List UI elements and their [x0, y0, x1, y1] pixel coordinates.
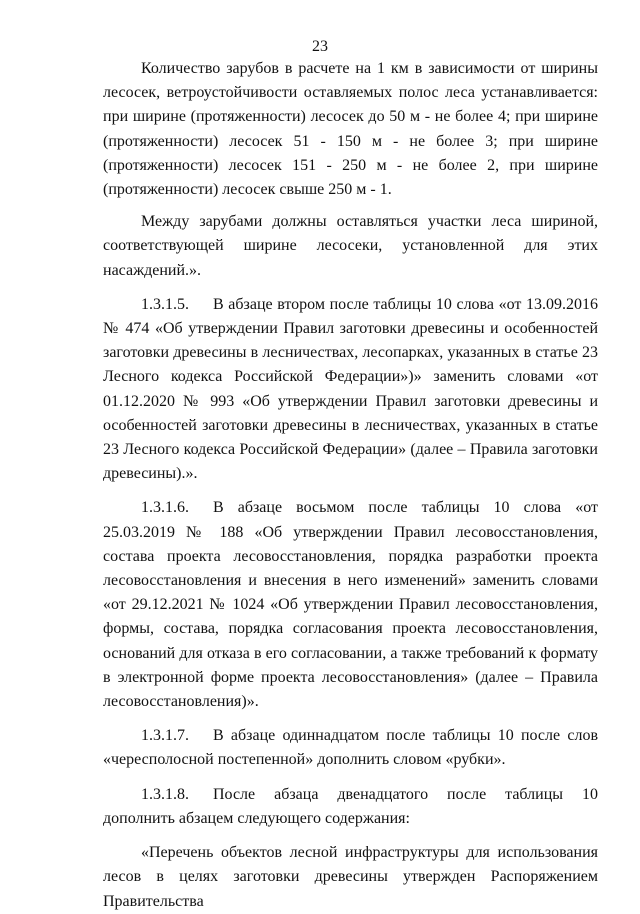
- clause-number: 1.3.1.7.: [141, 727, 189, 745]
- paragraph-text: «Перечень объектов лесной инфраструктуры для использования лесов в целях заготовки древесины утвержден Распоряжением Правительства: [103, 844, 598, 910]
- paragraph-1-3-1-8: [103, 783, 598, 831]
- paragraph-1-3-1-7: [103, 724, 598, 772]
- paragraph-text: Количество зарубов в расчете на 1 км в зависимости от ширины лесосек, ветроустойчивости оставляемых полос леса устанавливается: при ширине (протяженности) лесосек до 50 м - не более 4; при ширине (протяженности) лесосек 51 - 150 м - не более 3; при ширине (протяженности) лесосек 151 - 250 м - не более 2, при ширине (протяженности) лесосек свыше 250 м - 1.: [103, 60, 598, 199]
- clause-number: 1.3.1.8.: [141, 785, 189, 803]
- paragraph-text: Между зарубами должны оставляться участки леса шириной, соответствующей ширине лесосеки, установленной для этих насаждений.».: [103, 213, 598, 279]
- paragraph-text: После абзаца двенадцатого после таблицы 10 дополнить абзацем следующего содержания:: [103, 785, 598, 827]
- clause-number: 1.3.1.6.: [141, 499, 189, 517]
- page-number: 23: [312, 38, 328, 55]
- paragraph-text: В абзаце восьмом после таблицы 10 слова «от 25.03.2019 № 188 «Об утверждении Правил лесовосстановления, состава проекта лесовосстановления, порядка разработки проекта лесовосстановления и внесения в него изменений» заменить словами «от 29.12.2021 № 1024 «Об утверждении Правил лесовосстановления, формы, состава, порядка согласования проекта лесовосстановления, оснований для отказа в его согласовании, а также требований к формату в электронной форме проекта лесовосстановления» (далее – Правила лесовосстановления)».: [103, 499, 598, 711]
- paragraph-infrastructure-list: [103, 841, 598, 914]
- paragraph-felling-gaps: [103, 210, 598, 283]
- document-body: [103, 57, 598, 914]
- paragraph-felling-count: [103, 57, 598, 202]
- paragraph-text: В абзаце одиннадцатом после таблицы 10 после слов «чересполосной постепенной» дополнить словом «рубки».: [103, 727, 598, 769]
- paragraph-1-3-1-5: [103, 293, 598, 487]
- paragraph-1-3-1-6: [103, 496, 598, 714]
- paragraph-text: В абзаце втором после таблицы 10 слова «от 13.09.2016 № 474 «Об утверждении Правил заготовки древесины и особенностей заготовки древесины в лесничествах, лесопарках, указанных в статье 23 Лесного кодекса Российской Федерации»)» заменить словами «от 01.12.2020 № 993 «Об утверждении Правил заготовки древесины и особенностей заготовки древесины в лесничествах, указанных в статье 23 Лесного кодекса Российской Федерации» (далее – Правила заготовки древесины).».: [103, 295, 598, 483]
- clause-number: 1.3.1.5.: [141, 295, 189, 313]
